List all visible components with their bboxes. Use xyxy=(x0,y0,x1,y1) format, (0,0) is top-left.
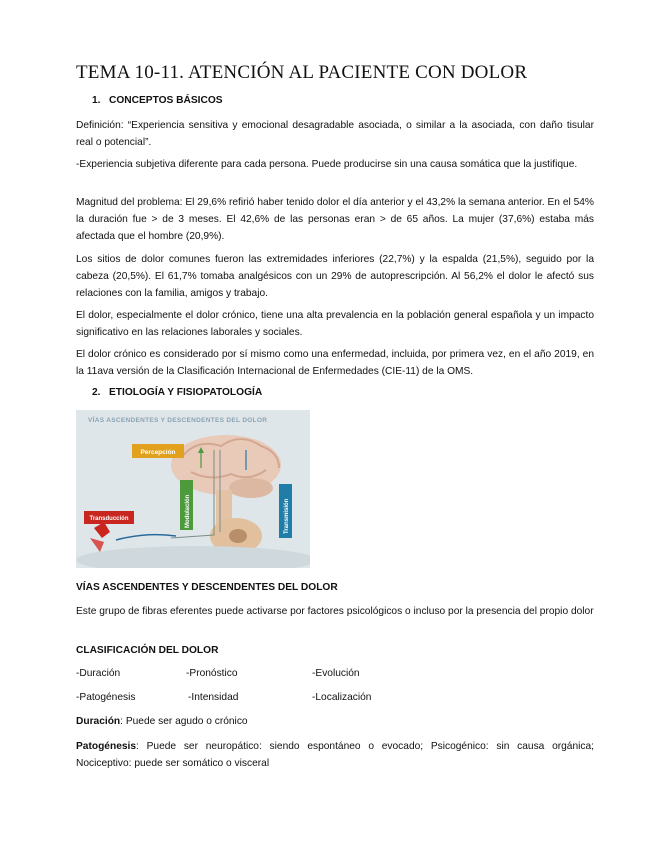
section-heading-etiologia: 2. ETIOLOGÍA Y FISIOPATOLOGÍA xyxy=(92,387,263,398)
paragraph-definicion: Definición: “Experiencia sensitiva y emocional desagradable asociada, o similar a la asociada, con daño tisular real o potencial”. xyxy=(76,120,594,148)
paragraph-patogenesis xyxy=(76,738,594,772)
label-transduccion: Transducción xyxy=(89,516,129,522)
figure-title: VÍAS ASCENDENTES Y DESCENDENTES DEL DOLOR xyxy=(88,417,268,424)
duracion-label: Duración xyxy=(76,716,121,727)
paragraph-magnitud: Magnitud del problema: El 29,6% refirió haber tenido dolor el día anterior y el 43,2% la semana anterior. En el 54% la duración fue > de 3 meses. El 42,6% de las personas eran > de 65 años. La mujer (37,6%) estaba más afectada que el hombre (20,9%). xyxy=(76,197,594,242)
item-pronostico: -Pronóstico xyxy=(186,668,238,679)
document-title: TEMA 10-11. ATENCIÓN AL PACIENTE CON DOLOR xyxy=(76,62,528,83)
label-modulacion: Modulación xyxy=(185,494,191,528)
clasificacion-row-2 xyxy=(76,692,596,706)
item-evolucion: -Evolución xyxy=(312,668,360,679)
item-duracion: -Duración xyxy=(76,668,121,679)
label-transmision: Transmisión xyxy=(284,498,290,534)
section-heading-conceptos: 1. CONCEPTOS BÁSICOS xyxy=(92,95,223,106)
patogenesis-text: : Puede ser neuropático: siendo espontáneo o evocado; Psicogénico: sin causa orgánica; Nociceptivo: puede ser somático o visceral xyxy=(76,741,594,769)
paragraph-cronico: El dolor, especialmente el dolor crónico, tiene una alta prevalencia en la población general española y un impacto significativo en las relaciones laborales y sociales. xyxy=(76,310,594,338)
stimulus-icon xyxy=(94,522,110,538)
clasificacion-row-1 xyxy=(76,668,596,682)
clasificacion-heading: CLASIFICACIÓN DEL DOLOR xyxy=(76,645,219,656)
paragraph-experiencia: -Experiencia subjetiva diferente para cada persona. Puede producirse sin una causa somática que la justifique. xyxy=(76,159,578,170)
item-localizacion: -Localización xyxy=(312,692,372,703)
duracion-text: : Puede ser agudo o crónico xyxy=(120,716,248,727)
pain-pathways-figure xyxy=(76,410,310,568)
vias-heading: VÍAS ASCENDENTES Y DESCENDENTES DEL DOLOR xyxy=(76,582,338,593)
pain-pathways-illustration xyxy=(76,410,310,568)
label-percepcion: Percepción xyxy=(140,449,176,456)
paragraph-enfermedad: El dolor crónico es considerado por sí mismo como una enfermedad, incluida, por primera vez, en el año 2019, en la 11ava versión de la Clasificación Internacional de Enfermedades (CIE-11) de la OMS. xyxy=(76,349,594,377)
paragraph-vias: Este grupo de fibras eferentes puede activarse por factores psicológicos o incluso por la presencia del propio dolor xyxy=(76,606,594,617)
paragraph-sitios: Los sitios de dolor comunes fueron las extremidades inferiores (22,7%) y la espalda (21,5%), seguido por la cabeza (20,5%). El 61,7% tomaba analgésicos con un 29% de autoprescripción. Al 56,2% el dolor le afectó sus relaciones con la familia, amigos y trabajo. xyxy=(76,254,594,299)
paragraph-duracion xyxy=(76,713,594,730)
item-patogenesis: -Patogénesis xyxy=(76,692,136,703)
patogenesis-label: Patogénesis xyxy=(76,741,137,752)
item-intensidad: -Intensidad xyxy=(188,692,239,703)
